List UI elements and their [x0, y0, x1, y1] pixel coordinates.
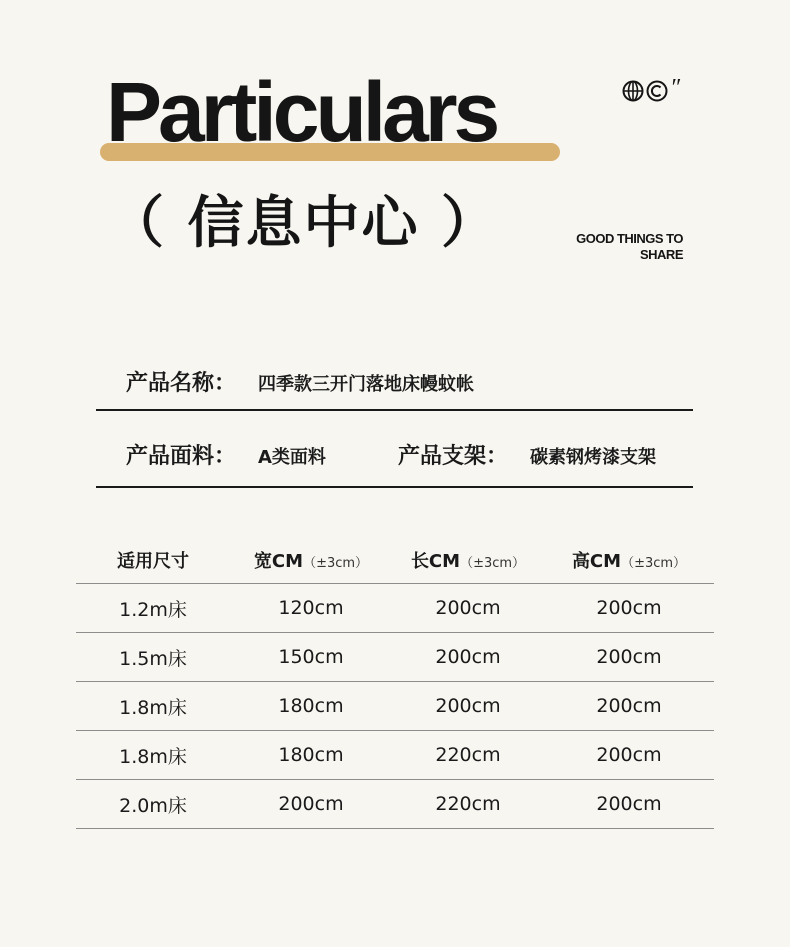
fabric-label: 产品面料： [126, 444, 237, 469]
slogan [576, 231, 683, 263]
page-subtitle: （ 信息中心 ） [108, 191, 499, 256]
cell-length: 220cm [392, 731, 544, 780]
cell-height: 200cm [544, 584, 714, 633]
table-row [76, 731, 714, 780]
product-material-row [96, 432, 693, 488]
header-height: 高CM（±3cm） [544, 536, 714, 584]
cell-length: 200cm [392, 584, 544, 633]
copyright-icon [646, 80, 668, 102]
slogan-line-1: GOOD THINGS TO [576, 231, 683, 246]
frame-value: 碳素钢烤漆支架 [530, 447, 656, 468]
header-width: 宽CM（±3cm） [230, 536, 392, 584]
cell-height: 200cm [544, 780, 714, 829]
cell-height: 200cm [544, 731, 714, 780]
product-name-row [96, 356, 693, 411]
cell-width: 150cm [230, 633, 392, 682]
cell-width: 120cm [230, 584, 392, 633]
table-row [76, 682, 714, 731]
cell-size: 1.5m床 [76, 633, 230, 682]
cell-width: 200cm [230, 780, 392, 829]
table-row [76, 584, 714, 633]
cell-size: 1.8m床 [76, 682, 230, 731]
cell-size: 1.2m床 [76, 584, 230, 633]
header-length: 长CM（±3cm） [392, 536, 544, 584]
globe-icon [622, 80, 644, 102]
cell-length: 200cm [392, 682, 544, 731]
fabric-value: A类面料 [258, 447, 326, 468]
table-row [76, 780, 714, 829]
product-name-value: 四季款三开门落地床幔蚊帐 [258, 374, 474, 395]
cell-length: 200cm [392, 633, 544, 682]
cell-size: 2.0m床 [76, 780, 230, 829]
logo-mark: ″ [670, 75, 680, 101]
cell-width: 180cm [230, 731, 392, 780]
cell-size: 1.8m床 [76, 731, 230, 780]
cell-height: 200cm [544, 633, 714, 682]
header-size: 适用尺寸 [76, 536, 230, 584]
slogan-line-2: SHARE [639, 247, 683, 262]
brand-logo [622, 75, 680, 102]
table-row [76, 633, 714, 682]
cell-length: 220cm [392, 780, 544, 829]
table-header-row [76, 536, 714, 584]
cell-height: 200cm [544, 682, 714, 731]
frame-label: 产品支架： [398, 444, 509, 469]
page-title: Particulars [106, 65, 497, 159]
cell-width: 180cm [230, 682, 392, 731]
size-table [76, 536, 714, 829]
product-name-label: 产品名称： [126, 371, 237, 396]
